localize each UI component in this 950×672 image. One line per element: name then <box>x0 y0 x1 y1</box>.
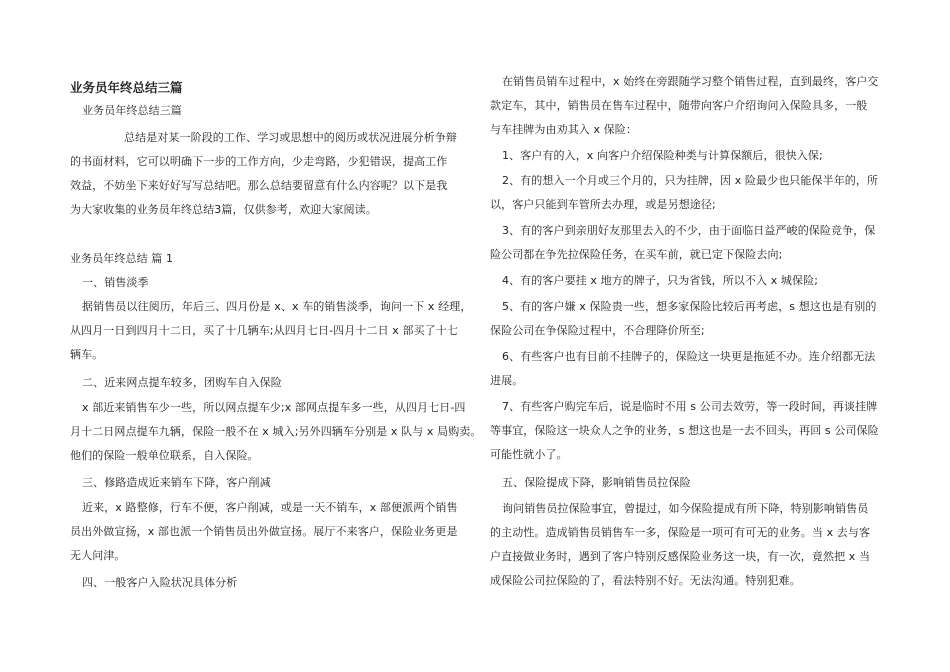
right-line-4: 1、客户有的入，x 向客户介绍保险种类与计算保额后，很快入保; <box>502 149 823 162</box>
right-line-3: 与车挂牌为由劝其入 x 保险： <box>490 123 638 136</box>
left-line-9: 从四月一日到四月十二日，买了十几辆车;从四月七日-四月十二日 x 部买了十七 <box>70 324 458 337</box>
right-line-8: 险公司都在争先拉保险任务，在买车前，就已定下保险去向; <box>490 248 783 261</box>
left-line-10: 辆车。 <box>70 348 104 361</box>
right-line-2: 款定车，其中，销售员在售车过程中，随带向客户介绍询问入保险具多，一般 <box>490 99 868 112</box>
right-line-18: 询问销售员拉保险事宜，曾提过，如今保险提成有所下降，特别影响销售员 <box>502 502 869 515</box>
left-line-6: 业务员年终总结 篇 1 <box>70 252 174 265</box>
right-line-9: 4、有的客户要挂 x 地方的牌子，只为省钱，所以不入 x 城保险; <box>502 274 819 287</box>
right-line-5: 2、有的想入一个月或三个月的，只为挂牌，因 x 险最少也只能保半年的，所 <box>502 174 879 187</box>
left-line-18: 无人问津。 <box>70 549 126 562</box>
right-line-6: 以，客户只能到车管所去办理，或是另想途径; <box>490 198 716 211</box>
left-line-15: 三、修路造成近来销车下降，客户削减 <box>82 476 271 489</box>
right-line-20: 户直接做业务时，遇到了客户特别反感保险业务这一块，有一次，竟然把 x 当 <box>490 550 871 563</box>
right-line-21: 成保险公司拉保险的了，看法特别不好。无法沟通。特别犯难。 <box>490 574 801 587</box>
left-line-2: 总结是对某一阶段的工作、学习或思想中的阅历或状况进展分析争辩 <box>124 131 457 144</box>
left-line-5: 为大家收集的业务员年终总结3篇，仅供参考，欢迎大家阅读。 <box>70 203 377 216</box>
right-line-17: 五、保险提成下降，影响销售员拉保险 <box>502 476 691 489</box>
left-line-19: 四、一般客户入险状况具体分析 <box>82 576 238 589</box>
left-line-13: 月十二日网点提车九辆，保险一般不在 x 城入;另外四辆车分别是 x 队与 x 局购卖。 <box>70 425 482 438</box>
right-line-11: 保险公司在争保险过程中，不合理降价所至; <box>490 324 705 337</box>
right-line-14: 7、有些客户购完车后，说是临时不用 s 公司去效劳，等一段时间，再谈挂牌 <box>502 400 878 413</box>
right-line-13: 进展。 <box>490 374 524 387</box>
left-line-11: 二、近来网点提车较多，团购车自入保险 <box>82 376 282 389</box>
left-line-17: 员出外做宣扬，x 部也派一个销售员出外做宣扬。展厅不来客户，保险业务更是 <box>70 525 458 538</box>
left-line-16: 近来，x 路整修，行车不便，客户削减，或是一天不销车，x 部便派两个销售 <box>82 501 458 514</box>
left-line-4: 效益，不妨坐下来好好写写总结吧。那么总结要留意有什么内容呢？以下是我 <box>70 179 448 192</box>
document-title: 业务员年终总结三篇 <box>70 80 183 95</box>
right-line-10: 5、有的客户嫌 x 保险贵一些，想多家保险比较后再考虑，s 想这也是有别的 <box>502 300 877 313</box>
right-line-12: 6、有些客户也有目前不挂牌子的，保险这一块更是拖延不办。连介绍都无法 <box>502 350 876 363</box>
left-line-3: 的书面材料，它可以明确下一步的工作方向，少走弯路，少犯错误，提高工作 <box>70 155 448 168</box>
left-line-8: 据销售员以往阅历，年后三、四月份是 x、x 车的销售淡季，询问一下 x 经理， <box>82 300 472 313</box>
left-line-7: 一、销售淡季 <box>82 276 149 289</box>
right-line-1: 在销售员销车过程中，x 始终在旁跟随学习整个销售过程，直到最终，客户交 <box>502 75 879 88</box>
right-line-16: 可能性就小了。 <box>490 448 568 461</box>
right-line-7: 3、有的客户到亲朋好友那里去入的不少，由于面临日益严峻的保险竞争，保 <box>502 224 876 237</box>
left-line-12: x 部近来销售车少一些，所以网点提车少;x 部网点提车多一些，从四月七日-四 <box>82 401 466 414</box>
left-line-1: 业务员年终总结三篇 <box>82 104 182 117</box>
right-line-19: 的主动性。造成销售员销售车一多，保险是一项可有可无的业务。当 x 去与客 <box>490 526 871 539</box>
right-line-15: 等事宜，保险这一块众人之争的业务，s 想这也是一去不回头，再回 s 公司保险 <box>490 424 879 437</box>
left-line-14: 他们的保险一般单位联系，自入保险。 <box>70 449 259 462</box>
